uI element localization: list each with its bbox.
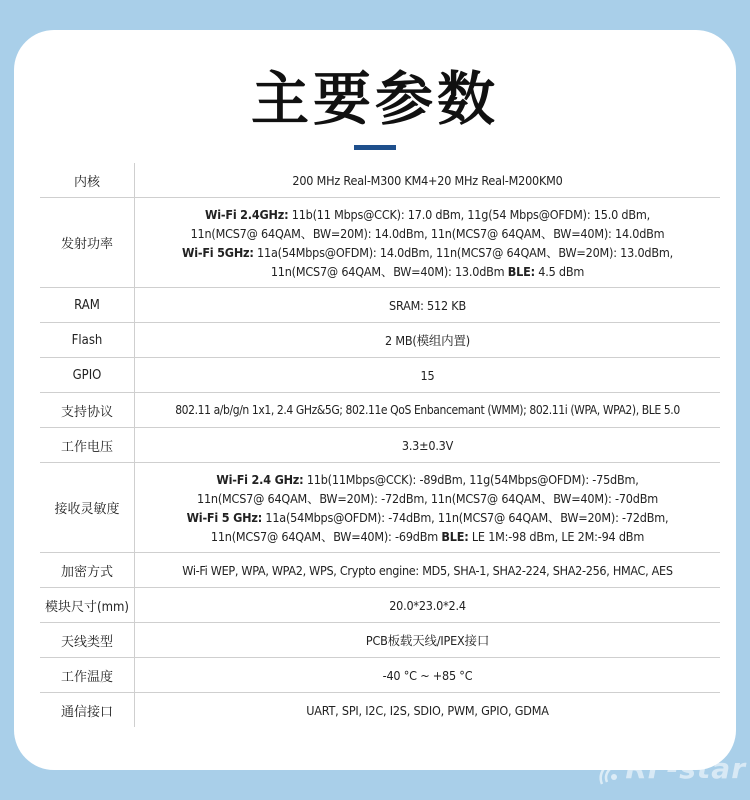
row-key: RAM	[40, 288, 135, 323]
value-line	[135, 262, 720, 281]
row-key: 内核	[40, 163, 135, 198]
title-underline	[354, 145, 396, 150]
brand-watermark: RF-star	[625, 752, 746, 785]
row-value: PCB板载天线/IPEX接口	[135, 623, 721, 658]
value-text: 4.5 dBm	[534, 263, 585, 279]
row-value: UART, SPI, I2C, I2S, SDIO, PWM, GPIO, GDMA	[135, 693, 721, 728]
row-value: 200 MHz Real-M300 KM4+20 MHz Real-M200KM0	[292, 172, 563, 188]
value-text: 11a(54Mbps@OFDM): -74dBm, 11n(MCS7@ 64QAM、BW=20M): -72dBm,	[262, 509, 669, 525]
value-line	[135, 224, 720, 243]
table-row	[40, 463, 720, 553]
value-line	[135, 508, 720, 527]
row-value: 3.3±0.3V	[135, 428, 721, 463]
table-row	[40, 198, 720, 288]
row-value: 15	[135, 358, 721, 393]
row-value: SRAM: 512 KB	[135, 288, 721, 323]
label-bold: BLE:	[441, 528, 469, 544]
table-row	[40, 428, 720, 463]
table-row	[40, 658, 720, 693]
spec-table	[40, 163, 720, 727]
value-text: 11a(54Mbps@OFDM): 14.0dBm, 11n(MCS7@ 64QAM、BW=20M): 13.0dBm,	[253, 244, 673, 260]
row-value: 20.0*23.0*2.4	[135, 588, 721, 623]
row-value: 802.11 a/b/g/n 1x1, 2.4 GHz&5G; 802.11e QoS Enbancemant (WMM); 802.11i (WPA, WPA2), BLE 5.0	[135, 393, 721, 428]
row-value	[135, 198, 721, 288]
row-value: 2 MB(模组内置)	[135, 323, 721, 358]
value-text: 11n(MCS7@ 64QAM、BW=40M): 13.0dBm	[270, 263, 508, 279]
row-key: 支持协议	[40, 393, 135, 428]
value-line	[135, 205, 720, 224]
table-row	[40, 288, 720, 323]
row-key: 模块尺寸(mm)	[40, 588, 135, 623]
value-line	[135, 489, 720, 508]
label-bold: Wi-Fi 5 GHz:	[186, 509, 262, 525]
row-key: Flash	[40, 323, 135, 358]
page-title: 主要参数	[250, 65, 499, 133]
table-row	[40, 553, 720, 588]
value-line	[135, 470, 720, 489]
value-text: 11b(11 Mbps@CCK): 17.0 dBm, 11g(54 Mbps@OFDM): 15.0 dBm,	[288, 206, 650, 222]
rf-signal-icon	[596, 760, 626, 790]
row-key: 发射功率	[40, 198, 135, 288]
row-value: -40 °C ~ +85 °C	[135, 658, 721, 693]
label-bold: Wi-Fi 2.4GHz:	[205, 206, 289, 222]
table-row	[40, 323, 720, 358]
table-row	[40, 588, 720, 623]
row-key: 工作电压	[40, 428, 135, 463]
row-key: 工作温度	[40, 658, 135, 693]
row-value	[135, 463, 721, 553]
label-bold: BLE:	[507, 263, 535, 279]
table-row	[40, 163, 720, 198]
table-row	[40, 623, 720, 658]
label-bold: Wi-Fi 5GHz:	[181, 244, 254, 260]
row-key: 加密方式	[40, 553, 135, 588]
value-text: 11b(11Mbps@CCK): -89dBm, 11g(54Mbps@OFDM): -75dBm,	[303, 471, 639, 487]
table-row	[40, 693, 720, 728]
value-line	[135, 527, 720, 546]
row-key: 接收灵敏度	[40, 463, 135, 553]
label-bold: Wi-Fi 2.4 GHz:	[216, 471, 304, 487]
row-key: GPIO	[40, 358, 135, 393]
value-text: 11n(MCS7@ 64QAM、BW=20M): 14.0dBm, 11n(MCS7@ 64QAM、BW=40M): 14.0dBm	[190, 225, 665, 241]
row-key: 天线类型	[40, 623, 135, 658]
row-key: 通信接口	[40, 693, 135, 728]
row-value: Wi-Fi WEP, WPA, WPA2, WPS, Crypto engine: MD5, SHA-1, SHA2-224, SHA2-256, HMAC, AES	[135, 553, 721, 588]
value-text: LE 1M:-98 dBm, LE 2M:-94 dBm	[468, 528, 645, 544]
value-text: 11n(MCS7@ 64QAM、BW=20M): -72dBm, 11n(MCS7@ 64QAM、BW=40M): -70dBm	[197, 490, 658, 506]
table-row	[40, 393, 720, 428]
table-row	[40, 358, 720, 393]
value-line	[135, 243, 720, 262]
value-text: 11n(MCS7@ 64QAM、BW=40M): -69dBm	[210, 528, 442, 544]
